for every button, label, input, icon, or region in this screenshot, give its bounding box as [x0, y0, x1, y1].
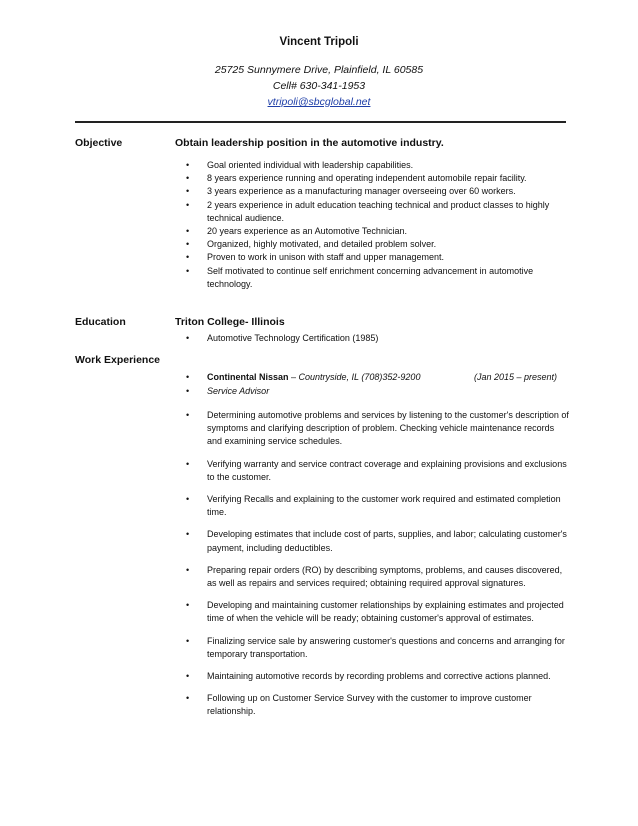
bullet-icon: • [186, 671, 190, 682]
bullet-icon: • [186, 458, 190, 469]
list-item: • Developing and maintaining customer relationships by explaining estimates and projected time of when the vehicle will be ready; obtaining customer's approval of estimates. [186, 600, 564, 624]
bullet-icon: • [186, 252, 190, 263]
duties-list [186, 409, 569, 728]
list-item: • Proven to work in unison with staff and upper management. [207, 251, 567, 264]
bullet-icon: • [186, 173, 190, 184]
list-item: • Organized, highly motivated, and detailed problem solver. [207, 238, 567, 251]
list-item: • Maintaining automotive records by recording problems and corrective actions planned. [207, 670, 569, 683]
objective-label: Objective [75, 137, 123, 149]
list-item: • 2 years experience in adult education teaching technical and product classes to highly technical audience. [186, 199, 550, 223]
bullet-icon: • [186, 564, 190, 575]
list-item: • Self motivated to continue self enrichment concerning advancement in automotive technology. [186, 265, 534, 289]
list-item: • 8 years experience running and operating independent automobile repair facility. [207, 172, 567, 185]
job-dates: (Jan 2015 – present) [474, 372, 558, 382]
company-location: Countryside, IL (708)352-9200 [298, 372, 421, 382]
list-item: • Automotive Technology Certification (1985) [207, 332, 567, 345]
bullet-icon: • [186, 494, 190, 505]
list-item: • 3 years experience as a manufacturing manager overseeing over 60 workers. [207, 185, 567, 198]
work-experience-label: Work Experience [75, 354, 161, 366]
address: 25725 Sunnymere Drive, Plainfield, IL 60585 [214, 64, 424, 76]
list-item: • Determining automotive problems and services by listening to the customer's description of symptoms and clarifying description of problem. Checking vehicle maintenance records and examining service schedules. [186, 410, 569, 447]
bullet-icon: • [186, 186, 190, 197]
education-list [186, 332, 567, 345]
candidate-name: Vincent Tripoli [279, 36, 359, 48]
bullet-icon: • [186, 333, 190, 343]
bullet-icon: • [186, 386, 190, 396]
list-item: • Verifying Recalls and explaining to the customer work required and estimated completion time. [186, 494, 561, 518]
list-item: • 20 years experience as an Automotive Technician. [207, 225, 567, 238]
bullet-icon: • [186, 600, 190, 611]
list-item: • Developing estimates that include cost of parts, supplies, and labor; calculating customer's payment, including deductibles. [186, 529, 567, 553]
objective-heading: Obtain leadership position in the automotive industry. [175, 137, 444, 149]
list-item: • Verifying warranty and service contract coverage and explaining provisions and exclusions to the customer. [186, 458, 567, 482]
bullet-icon: • [186, 226, 190, 237]
bullet-icon: • [186, 199, 190, 210]
list-item: • Preparing repair orders (RO) by describing symptoms, problems, and causes discovered, as well as repairs and services required; obtaining required approval signatures. [186, 564, 563, 589]
list-item: • Goal oriented individual with leadership capabilities. [207, 159, 567, 172]
header-divider [75, 121, 566, 123]
bullet-icon: • [186, 372, 190, 382]
phone: Cell# 630-341-1953 [272, 80, 366, 92]
email-link[interactable]: vtripoli@sbcglobal.net [267, 96, 371, 108]
job-title: Service Advisor [207, 386, 270, 396]
objective-list [186, 159, 567, 291]
list-item: • Following up on Customer Service Survey with the customer to improve customer relationship. [186, 693, 532, 717]
education-label: Education [75, 316, 126, 328]
bullet-icon: • [186, 529, 190, 540]
bullet-icon: • [186, 410, 190, 420]
bullet-icon: • [186, 239, 190, 250]
bullet-icon: • [186, 693, 190, 704]
education-school: Triton College- Illinois [175, 316, 285, 328]
company-name: Continental Nissan [207, 372, 289, 382]
job-header: Continental Nissan – Countryside, IL (708)352-9200 (Jan 2015 – present) [207, 372, 558, 382]
bullet-icon: • [186, 160, 190, 170]
bullet-icon: • [186, 265, 190, 276]
bullet-icon: • [186, 635, 190, 646]
list-item: • Finalizing service sale by answering customer's questions and concerns and arranging for temporary transportation. [186, 635, 565, 659]
